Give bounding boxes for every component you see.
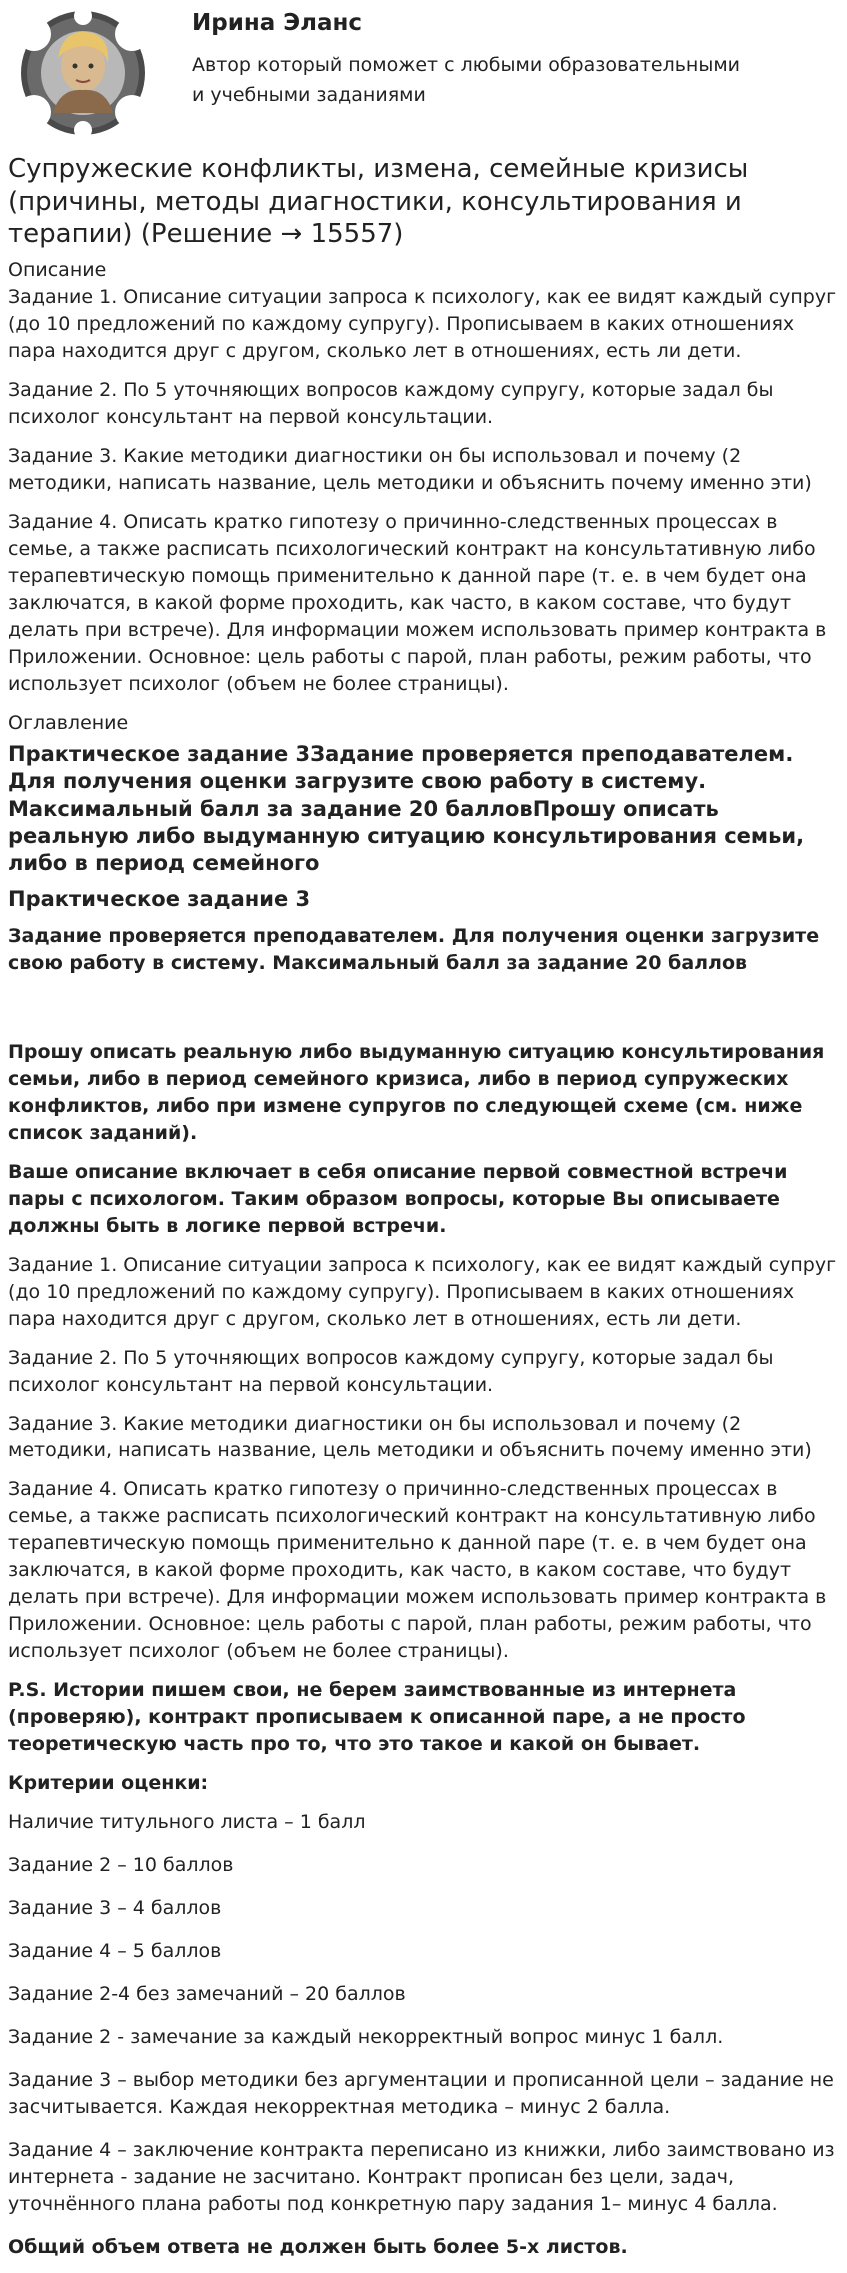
criteria-item: Задание 2 – 10 баллов <box>8 1854 234 1877</box>
description-block <box>8 284 837 698</box>
criteria-heading: Критерии оценки: <box>8 1772 209 1795</box>
description-paragraph: Задание 3. Какие методики диагностики он бы использовал и почему (2 методики, написать название, цель методики и объяснить почему именно эти) <box>8 444 812 494</box>
task-paragraph: Задание 3. Какие методики диагностики он бы использовал и почему (2 методики, написать название, цель методики и объяснить почему именно эти) <box>8 1412 812 1462</box>
author-description: Автор который поможет с любыми образовательными и учебными заданиями <box>192 53 741 106</box>
description-paragraph: Задание 4. Описать кратко гипотезу о причинно-следственных процессах в семье, а также расписать психологический контракт на консультативную либо терапевтическую помощь применительно к данной паре (т. е. в чем будет она заключатся, в какой форме проходить, как часто, в каком составе, что будут делать при встрече). Для информации можем использовать пример контракта в Приложении. Основное: цель работы с парой, план работы, режим работы, что использует психолог (объем не более страницы). <box>8 510 827 695</box>
spacer <box>8 989 837 1039</box>
criteria-item: Задание 3 – выбор методики без аргументации и прописанной цели – задание не засчитывается. Каждая некорректная методика – минус 2 балла. <box>8 2068 834 2118</box>
section-heading: Практическое задание 3 <box>8 886 311 911</box>
toc-label: Оглавление <box>8 711 129 734</box>
criteria-item: Задание 3 – 4 баллов <box>8 1897 222 1920</box>
author-card <box>8 0 837 145</box>
assignment-intro: Прошу описать реальную либо выдуманную ситуацию консультирования семьи, либо в период семейного кризиса, либо в период супружеских конфликтов, либо при измене супругов по следующей схеме (см. ниже список заданий). <box>8 1040 825 1144</box>
avatar[interactable] <box>8 8 158 138</box>
description-label: Описание <box>8 258 107 281</box>
criteria-item: Задание 4 – заключение контракта переписано из книжки, либо заимствовано из интернета - задание не засчитано. Контракт прописан без цели, задач, уточнённого плана работы под конкретную пару задания 1– минус 4 балла. <box>8 2138 835 2215</box>
criteria-list <box>8 1809 837 2218</box>
criteria-item: Наличие титульного листа – 1 балл <box>8 1811 366 1834</box>
criteria-item: Задание 2-4 без замечаний – 20 баллов <box>8 1982 406 2005</box>
film-reel-avatar-icon <box>8 8 158 138</box>
toc-link[interactable]: Практическое задание 3Задание проверяется преподавателем. Для получения оценки загрузите свою работу в систему. Максимальный балл за задание 20 балловПрошу описать реальную либо выдуманную ситуацию консультирования семьи, либо в период семейного <box>8 742 805 876</box>
assignment-scope: Ваше описание включает в себя описание первой совместной встречи пары с психологом. Таким образом вопросы, которые Вы описываете должны быть в логике первой встречи. <box>8 1160 788 1237</box>
task-paragraph: Задание 4. Описать кратко гипотезу о причинно-следственных процессах в семье, а также расписать психологический контракт на консультативную либо терапевтическую помощь применительно к данной паре (т. е. в чем будет она заключатся, в какой форме проходить, как часто, в каком составе, что будут делать при встрече). Для информации можем использовать пример контракта в Приложении. Основное: цель работы с парой, план работы, режим работы, что использует психолог (объем не более страницы). <box>8 1478 827 1663</box>
description-paragraph: Задание 1. Описание ситуации запроса к психологу, как ее видят каждый супруг (до 10 предложений по каждому супругу). Прописываем в каких отношениях пара находится друг с другом, сколько лет в отношениях, есть ли дети. <box>8 286 837 362</box>
final-note: Общий объем ответа не должен быть более 5-х листов. <box>8 2235 628 2258</box>
author-name[interactable]: Ирина Эланс <box>192 10 363 36</box>
page-title: Супружеские конфликты, измена, семейные кризисы (причины, методы диагностики, консультирования и терапии) (Решение → 15557) <box>8 154 749 249</box>
criteria-item: Задание 4 – 5 баллов <box>8 1940 222 1962</box>
ps-note: P.S. Истории пишем свои, не берем заимствованные из интернета (проверяю), контракт прописываем к описанной паре, а не просто теоретическую часть про то, что это такое и какой он бывает. <box>8 1679 746 1756</box>
criteria-item: Задание 2 - замечание за каждый некорректный вопрос минус 1 балл. <box>8 2025 724 2048</box>
task-paragraph: Задание 1. Описание ситуации запроса к психологу, как ее видят каждый супруг (до 10 предложений по каждому супругу). Прописываем в каких отношениях пара находится друг с другом, сколько лет в отношениях, есть ли дети. <box>8 1253 837 1330</box>
task-paragraph: Задание 2. По 5 уточняющих вопросов каждому супругу, которые задал бы психолог консультант на первой консультации. <box>8 1346 774 1396</box>
description-paragraph: Задание 2. По 5 уточняющих вопросов каждому супругу, которые задал бы психолог консультант на первой консультации. <box>8 378 774 428</box>
grading-note: Задание проверяется преподавателем. Для получения оценки загрузите свою работу в систему. Максимальный балл за задание 20 баллов <box>8 924 820 974</box>
